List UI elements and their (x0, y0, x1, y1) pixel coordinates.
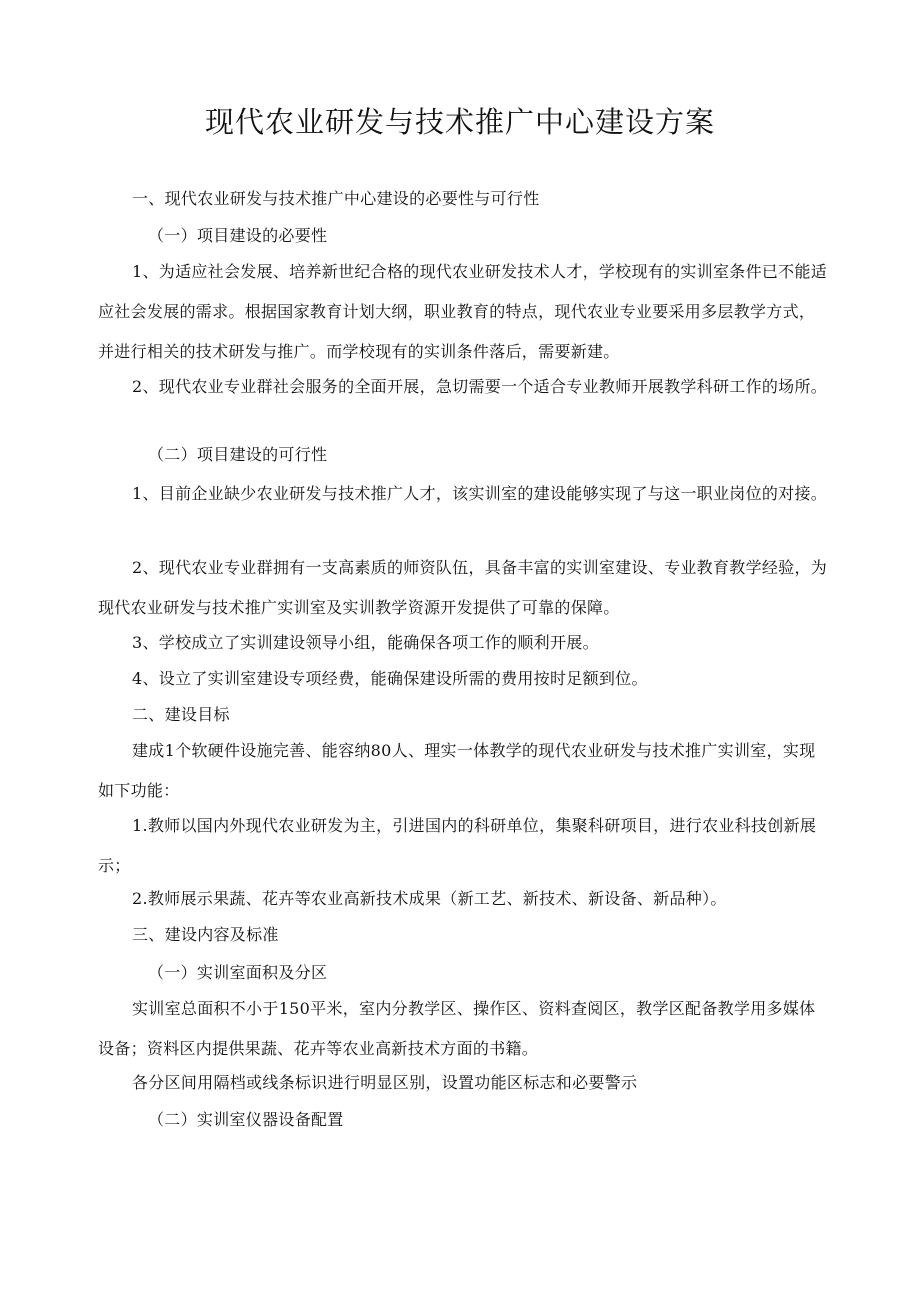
paragraph-goal-1: 1.教师以国内外现代农业研发为主，引进国内的科研单位，集聚科研项目，进行农业科技创新展示； (98, 816, 817, 875)
section-heading-2: 二、建设目标 (132, 705, 230, 724)
paragraph-goal-2: 2.教师展示果蔬、花卉等农业高新技术成果（新工艺、新技术、新设备、新品种）。 (132, 889, 727, 908)
subsection-heading-3-1: （一）实训室面积及分区 (148, 963, 328, 982)
subsection-heading-3-2: （二）实训室仪器设备配置 (148, 1110, 344, 1129)
paragraph-necessity-2: 2、现代农业专业群社会服务的全面开展，急切需要一个适合专业教师开展教学科研工作的场所。 (132, 377, 828, 396)
paragraph-feasibility-4: 4、设立了实训室建设专项经费，能确保建设所需的费用按时足额到位。 (132, 669, 648, 688)
document-title: 现代农业研发与技术推广中心建设方案 (204, 105, 715, 139)
paragraph-area-1: 实训室总面积不小于150平米，室内分教学区、操作区、资料查阅区，教学区配备教学用多媒体设备；资料区内提供果蔬、花卉等农业高新技术方面的书籍。 (98, 999, 816, 1058)
paragraph-necessity-1: 1、为适应社会发展、培养新世纪合格的现代农业研发技术人才，学校现有的实训室条件已不能适应社会发展的需求。根据国家教育计划大纲，职业教育的特点，现代农业专业要采用多层教学方式，并进行相关的技术研发与推广。而学校现有的实训条件落后，需要新建。 (98, 262, 828, 361)
paragraph-feasibility-1: 1、目前企业缺少农业研发与技术推广人才，该实训室的建设能够实现了与这一职业岗位的对接。 (132, 484, 828, 503)
paragraph-area-2: 各分区间用隔档或线条标识进行明显区别，设置功能区标志和必要警示 (132, 1073, 638, 1092)
paragraph-feasibility-3: 3、学校成立了实训建设领导小组，能确保各项工作的顺利开展。 (132, 633, 599, 652)
paragraph-feasibility-2: 2、现代农业专业群拥有一支高素质的师资队伍，具备丰富的实训室建设、专业教育教学经验，为现代农业研发与技术推广实训室及实训教学资源开发提供了可靠的保障。 (98, 558, 828, 617)
section-heading-3: 三、建设内容及标准 (132, 925, 279, 944)
subsection-heading-1-2: （二）项目建设的可行性 (148, 445, 328, 464)
paragraph-goal-intro: 建成1个软硬件设施完善、能容纳80人、理实一体教学的现代农业研发与技术推广实训室，实现如下功能： (98, 741, 816, 800)
subsection-heading-1-1: （一）项目建设的必要性 (148, 226, 328, 245)
section-heading-1: 一、现代农业研发与技术推广中心建设的必要性与可行性 (132, 189, 540, 208)
